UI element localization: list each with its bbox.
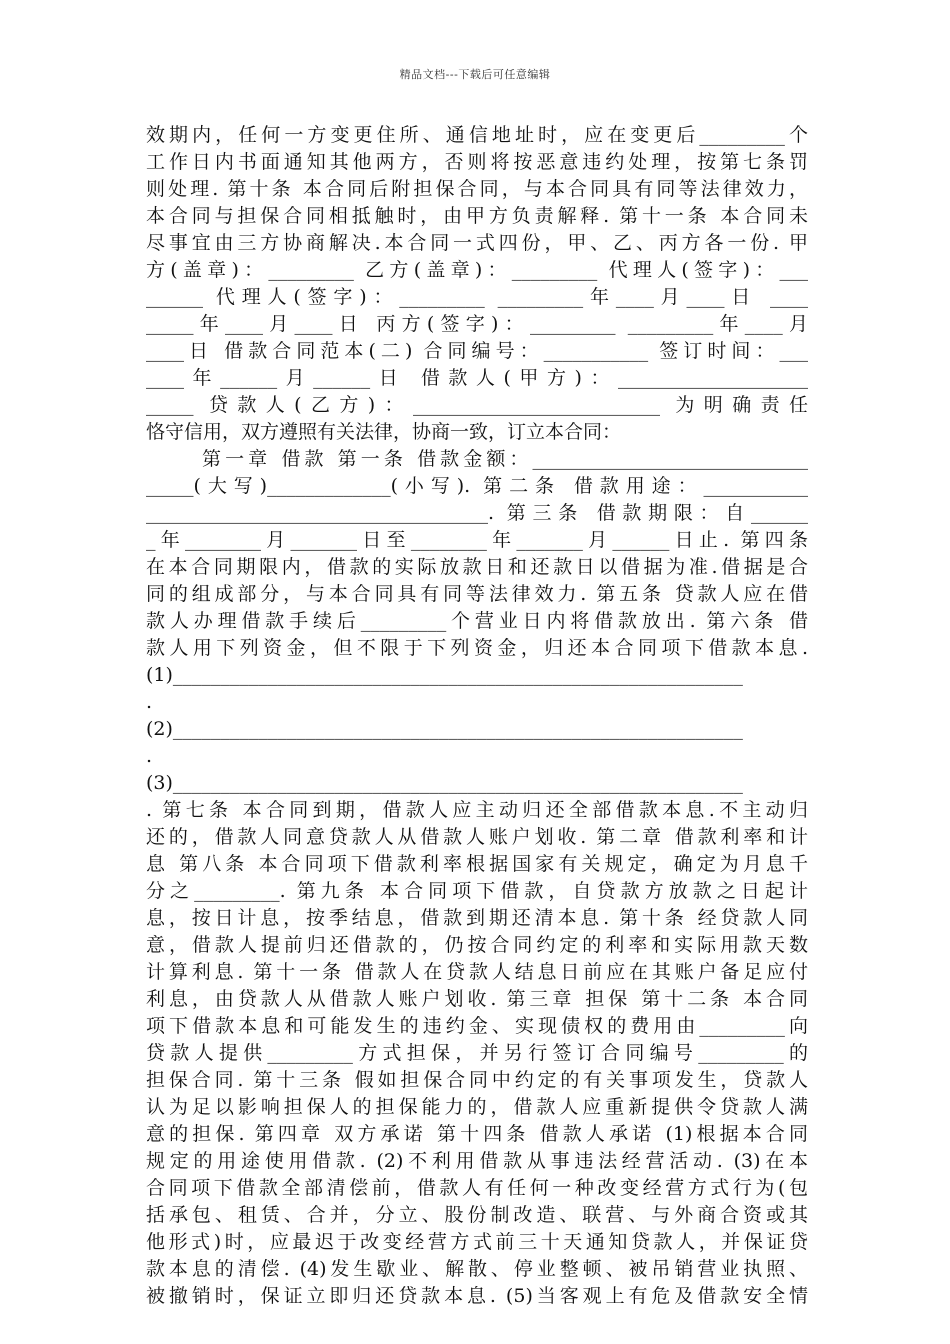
text-line: 意的担保. 第四章 双方承诺 第十四条 借款人承诺 (1)根据本合同 [146, 1123, 808, 1145]
text-line: 本合同与担保合同相抵触时，由甲方负责解释. 第十一条 本合同未 [146, 205, 808, 227]
text-line: 分之_________. 第九条 本合同项下借款，自贷款方放款之日起计 [146, 880, 808, 902]
text-line: 尽事宜由三方协商解决.本合同一式四份，甲、乙、丙方各一份. 甲 [146, 232, 808, 254]
text-line: . 第七条 本合同到期，借款人应主动归还全部借款本息.不主动归 [146, 799, 808, 821]
text-line: _____(大写)_____________(小写). 第二条 借款用途：___________ [146, 475, 808, 497]
text-line: 计算利息. 第十一条 借款人在贷款人结息日前应在其账户备足应付 [146, 961, 808, 983]
text-line: ______ 代理人(签字)：_________ _________年____月____日 ____ [146, 286, 808, 308]
text-line: (1)____________________________________________________________ [146, 664, 743, 686]
text-line: _____ 贷款人(乙方)：__________________________ 为明确责任 [146, 394, 808, 416]
text-line: 则处理. 第十条 本合同后附担保合同，与本合同具有同等法律效力， [146, 178, 808, 200]
text-line: 项下借款本息和可能发生的违约金、实现债权的费用由_________向 [146, 1015, 808, 1037]
text-line: ____日 借款合同范本(二) 合同编号：___________ 签订时间：___ [146, 340, 808, 362]
text-line: 方(盖章)：_________ 乙方(盖章)：_________ 代理人(签字)：___ [146, 259, 808, 281]
text-line: 息，按日计息，按季结息，借款到期还清本息. 第十条 经贷款人同 [146, 907, 808, 929]
text-line: 被撤销时，保证立即归还贷款本息. (5)当客观上有危及借款安全情 [146, 1285, 808, 1307]
text-line: 息 第八条 本合同项下借款利率根据国家有关规定，确定为月息千 [146, 853, 808, 875]
text-line: 在本合同期限内，借款的实际放款日和还款日以借据为准.借据是合 [146, 556, 808, 578]
text-line: 担保合同. 第十三条 假如担保合同中约定的有关事项发生，贷款人 [146, 1069, 808, 1091]
text-line: 同的组成部分，与本合同具有同等法律效力. 第五条 贷款人应在借 [146, 583, 808, 605]
text-line: (2)____________________________________________________________ [146, 718, 743, 740]
text-line: 括承包、租赁、合并，分立、股份制改造、联营、与外商合资或其 [146, 1204, 808, 1226]
text-line: 利息，由贷款人从借款人账户划收. 第三章 担保 第十二条 本合同 [146, 988, 808, 1010]
text-line: 意，借款人提前归还借款的，仍按合同约定的利率和实际用款天数 [146, 934, 808, 956]
text-line: (3)____________________________________________________________ [146, 772, 743, 794]
text-line: _年________月_______日至________年_______月______日止. 第四条 [146, 529, 808, 551]
text-line: 合同项下借款全部清偿前，借款人有任何一种改变经营方式行为(包 [146, 1177, 808, 1199]
text-line: 贷款人提供_________方式担保，并另行签订合同编号_________的 [146, 1042, 808, 1064]
text-line: 效期内，任何一方变更住所、通信地址时，应在变更后_________个 [146, 124, 808, 146]
document-body [146, 122, 808, 1337]
text-line: ____________________________________. 第三条 借款期限：自______ [146, 502, 808, 524]
page-header: 精品文档---下载后可任意编辑 [399, 68, 551, 81]
text-line [146, 1310, 808, 1337]
text-line: . [146, 745, 153, 767]
text-line: . [146, 691, 153, 713]
text-line: 还的，借款人同意贷款人从借款人账户划收. 第二章 借款利率和计 [146, 826, 808, 848]
text-line: 款人办理借款手续后_________个营业日内将借款放出. 第六条 借 [146, 610, 808, 632]
text-line: 他形式)时，应最迟于改变经营方式前三十天通知贷款人，并保证贷 [146, 1231, 808, 1253]
text-line: 恪守信用，双方遵照有关法律，协商一致，订立本合同： [146, 421, 622, 443]
text-line: ____年______月______日 借款人(甲方)：____________________ [146, 367, 808, 389]
text-line: 规定的用途使用借款. (2)不利用借款从事违法经营活动. (3)在本 [146, 1150, 808, 1172]
text-line: 款本息的清偿. (4)发生歇业、解散、停业整顿、被吊销营业执照、 [146, 1258, 808, 1280]
text-line: _____年____月____日 丙方(签字)：_________ _________年____月 [146, 313, 808, 335]
text-line: 第一章 借款 第一条 借款金额：_____________________________ [202, 448, 808, 470]
text-line: 工作日内书面通知其他两方，否则将按恶意违约处理，按第七条罚 [146, 151, 808, 173]
text-line: 认为足以影响担保人的担保能力的，借款人应重新提供令贷款人满 [146, 1096, 808, 1118]
text-line: 款人用下列资金，但不限于下列资金，归还本合同项下借款本息. [146, 637, 808, 659]
